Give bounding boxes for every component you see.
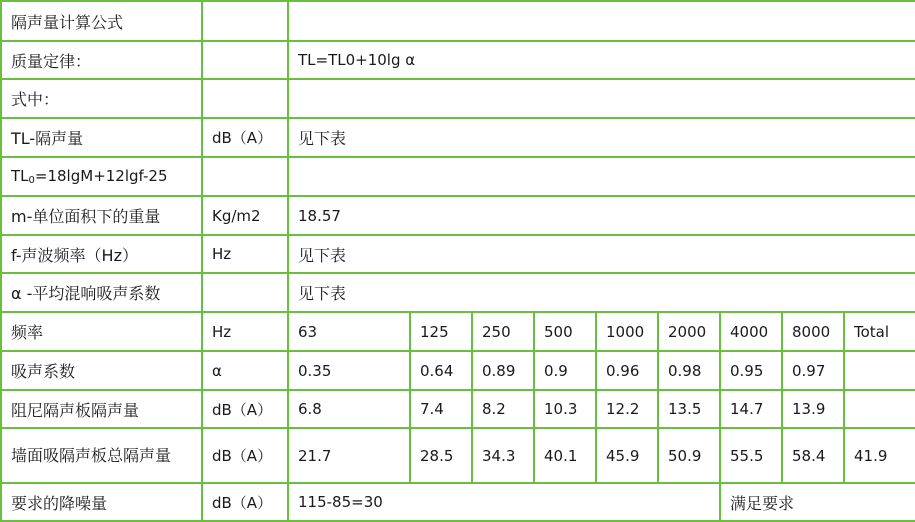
- tl-unit: dB（A）: [202, 118, 288, 157]
- tl0-empty-1: [202, 157, 288, 196]
- tl-label: TL-隔声量: [1, 118, 202, 157]
- wall-total-cell: 45.9: [596, 428, 658, 483]
- row-tl0: [1, 157, 915, 196]
- damped-panel-cell: 10.3: [534, 390, 596, 428]
- frequency-cell: 63: [288, 312, 410, 351]
- absorption-cell: 0.96: [596, 351, 658, 390]
- row-where: [1, 79, 915, 118]
- wall-total-label: 墙面吸隔声板总隔声量: [1, 428, 202, 483]
- frequency-cell: 8000: [782, 312, 844, 351]
- wall-total-cell: 40.1: [534, 428, 596, 483]
- row-m: [1, 196, 915, 235]
- wall-total-total: 41.9: [844, 428, 915, 483]
- row-tl: [1, 118, 915, 157]
- row-mass-law: [1, 41, 915, 79]
- absorption-cell: 0.9: [534, 351, 596, 390]
- f-value: 见下表: [288, 235, 915, 273]
- where-empty-1: [202, 79, 288, 118]
- required-unit: dB（A）: [202, 483, 288, 521]
- row-wall-total: [1, 428, 915, 483]
- title-label: 隔声量计算公式: [1, 1, 202, 41]
- tl0-formula: [1, 157, 202, 196]
- frequency-cell: 250: [472, 312, 534, 351]
- damped-panel-total-empty: [844, 390, 915, 428]
- f-unit: Hz: [202, 235, 288, 273]
- required-conclusion: 满足要求: [720, 483, 915, 521]
- damped-panel-cell: 13.9: [782, 390, 844, 428]
- wall-total-cell: 58.4: [782, 428, 844, 483]
- tl-value: 见下表: [288, 118, 915, 157]
- frequency-cell: 2000: [658, 312, 720, 351]
- absorption-label: 吸声系数: [1, 351, 202, 390]
- row-absorption: [1, 351, 915, 390]
- tl0-rest: =18lgM+12lgf-25: [34, 167, 168, 185]
- absorption-cell: 0.95: [720, 351, 782, 390]
- absorption-cell: 0.97: [782, 351, 844, 390]
- required-label: 要求的降噪量: [1, 483, 202, 521]
- frequency-cell: 4000: [720, 312, 782, 351]
- mass-law-formula: TL=TL0+10lg α: [288, 41, 915, 79]
- damped-panel-cell: 6.8: [288, 390, 410, 428]
- absorption-unit: α: [202, 351, 288, 390]
- absorption-cell: 0.89: [472, 351, 534, 390]
- damped-panel-cell: 12.2: [596, 390, 658, 428]
- frequency-cell: 500: [534, 312, 596, 351]
- tl0-subscript: 0: [28, 175, 35, 186]
- row-title: [1, 1, 915, 41]
- required-value: 115-85=30: [288, 483, 720, 521]
- frequency-cell: 1000: [596, 312, 658, 351]
- wall-total-unit: dB（A）: [202, 428, 288, 483]
- row-damped-panel: [1, 390, 915, 428]
- row-required: [1, 483, 915, 521]
- total-header: Total: [844, 312, 915, 351]
- wall-total-cell: 28.5: [410, 428, 472, 483]
- absorption-cell: 0.35: [288, 351, 410, 390]
- m-value: 18.57: [288, 196, 915, 235]
- wall-total-cell: 21.7: [288, 428, 410, 483]
- wall-total-cell: 34.3: [472, 428, 534, 483]
- mass-law-empty: [202, 41, 288, 79]
- absorption-cell: 0.64: [410, 351, 472, 390]
- alpha-label: α -平均混响吸声系数: [1, 273, 202, 312]
- wall-total-cell: 50.9: [658, 428, 720, 483]
- damped-panel-cell: 14.7: [720, 390, 782, 428]
- damped-panel-cell: 8.2: [472, 390, 534, 428]
- mass-law-label: 质量定律：: [1, 41, 202, 79]
- tl0-main: TL: [11, 167, 29, 185]
- row-f: [1, 235, 915, 273]
- frequency-unit: Hz: [202, 312, 288, 351]
- f-label: f-声波频率（Hz）: [1, 235, 202, 273]
- m-unit: Kg/m2: [202, 196, 288, 235]
- title-empty-1: [202, 1, 288, 41]
- damped-panel-cell: 13.5: [658, 390, 720, 428]
- tl0-empty-2: [288, 157, 915, 196]
- m-label: m-单位面积下的重量: [1, 196, 202, 235]
- frequency-label: 频率: [1, 312, 202, 351]
- row-frequency: [1, 312, 915, 351]
- absorption-cell: 0.98: [658, 351, 720, 390]
- wall-total-cell: 55.5: [720, 428, 782, 483]
- where-empty-2: [288, 79, 915, 118]
- damped-panel-cell: 7.4: [410, 390, 472, 428]
- damped-panel-unit: dB（A）: [202, 390, 288, 428]
- frequency-cell: 125: [410, 312, 472, 351]
- damped-panel-label: 阻尼隔声板隔声量: [1, 390, 202, 428]
- title-empty-2: [288, 1, 915, 41]
- row-alpha: [1, 273, 915, 312]
- absorption-total-empty: [844, 351, 915, 390]
- alpha-empty: [202, 273, 288, 312]
- where-label: 式中：: [1, 79, 202, 118]
- alpha-value: 见下表: [288, 273, 915, 312]
